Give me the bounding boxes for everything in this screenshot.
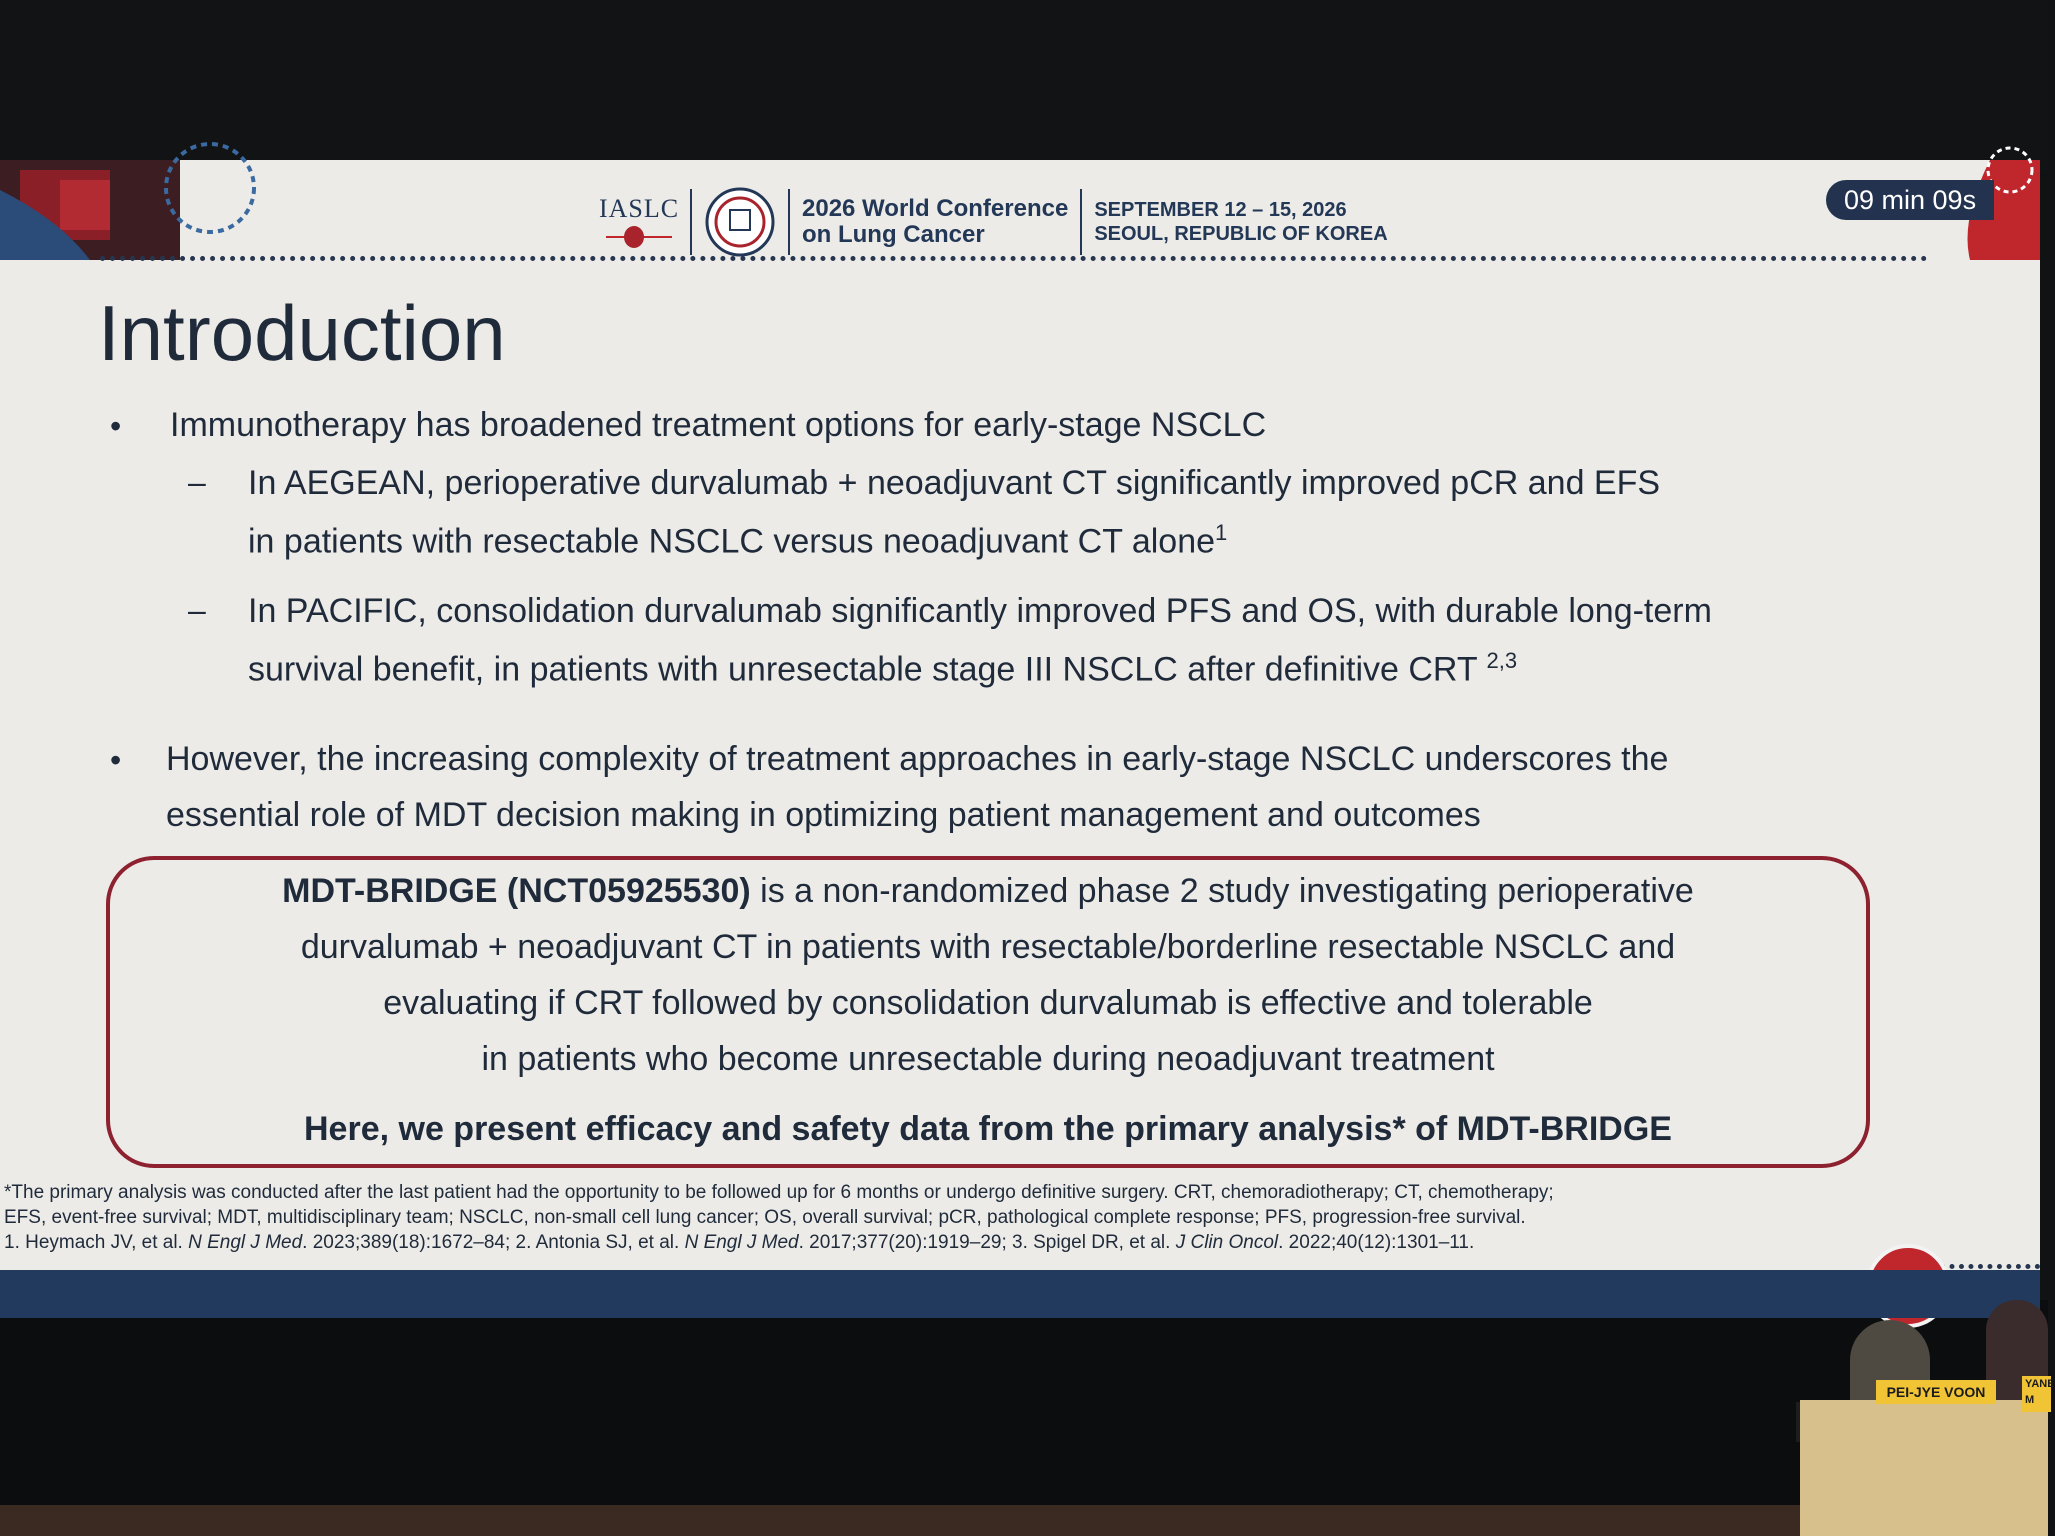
conference-dates: SEPTEMBER 12 – 15, 2026 bbox=[1094, 199, 1347, 221]
bullet-marker: • bbox=[110, 408, 122, 444]
conference-location: SEOUL, REPUBLIC OF KOREA bbox=[1094, 223, 1388, 245]
screen-bottom-band bbox=[0, 1270, 2040, 1318]
panelist-nameplate: YANE M bbox=[2022, 1376, 2051, 1412]
reference-marker: 2,3 bbox=[1486, 648, 1518, 673]
header-divider bbox=[1080, 189, 1082, 255]
reference-2-journal: N Engl J Med bbox=[684, 1232, 799, 1253]
sub-bullet-2-line1: In PACIFIC, consolidation durvalumab significantly improved PFS and OS, with durable long-term bbox=[248, 592, 1712, 630]
slide-title: Introduction bbox=[98, 289, 506, 377]
stage-area bbox=[0, 1300, 2048, 1536]
session-timer: 09 min 09s bbox=[1826, 180, 1994, 220]
room-ceiling bbox=[0, 0, 2048, 170]
reference-1-authors: 1. Heymach JV, et al. bbox=[4, 1232, 189, 1253]
bullet-1: Immunotherapy has broadened treatment options for early-stage NSCLC bbox=[170, 406, 1267, 444]
conference-header bbox=[600, 184, 1388, 260]
bullet-2-line2: essential role of MDT decision making in optimizing patient management and outcomes bbox=[166, 796, 1481, 834]
box-line-2: durvalumab + neoadjuvant CT in patients with resectable/borderline resectable NSCLC and bbox=[300, 928, 1676, 966]
study-name: MDT-BRIDGE (NCT05925530) bbox=[282, 872, 751, 910]
box-line-1-rest: is a non-randomized phase 2 study investigating perioperative bbox=[750, 872, 1694, 910]
iaslc-logo bbox=[600, 194, 678, 250]
conference-name-line1: 2026 World Conference bbox=[802, 195, 1069, 222]
projection-screen bbox=[0, 160, 2040, 1280]
references-line bbox=[4, 1232, 1474, 1254]
reference-3-authors: . 2017;377(20):1919–29; 3. Spigel DR, et al. bbox=[798, 1232, 1176, 1253]
speaker-nameplate: PEI-JYE VOON bbox=[1876, 1380, 1996, 1404]
header-dotted-rule bbox=[100, 256, 1928, 261]
corner-decoration-left bbox=[0, 160, 260, 260]
lung-icon bbox=[604, 224, 674, 250]
box-line-4: in patients who become unresectable during neoadjuvant treatment bbox=[481, 1040, 1495, 1078]
podium bbox=[1800, 1400, 2048, 1536]
header-divider bbox=[788, 189, 790, 255]
reference-marker: 1 bbox=[1215, 520, 1228, 545]
box-line-1 bbox=[110, 872, 1866, 911]
sub-bullet-1-line2-text: in patients with resectable NSCLC versus neoadjuvant CT alone bbox=[248, 522, 1216, 561]
dash-marker: – bbox=[188, 464, 206, 500]
reference-2-authors: . 2023;389(18):1672–84; 2. Antonia SJ, et al. bbox=[302, 1232, 685, 1253]
iaslc-wordmark: IASLC bbox=[598, 194, 680, 223]
footer-dotted-rule bbox=[1940, 1264, 2040, 1269]
reference-1-journal: N Engl J Med bbox=[188, 1232, 303, 1253]
study-summary-box bbox=[106, 856, 1870, 1168]
conference-seal-icon bbox=[704, 186, 776, 258]
stage-floor bbox=[0, 1505, 2048, 1536]
box-conclusion: Here, we present efficacy and safety data from the primary analysis* of MDT-BRIDGE bbox=[304, 1110, 1672, 1148]
reference-3-details: . 2022;40(12):1301–11. bbox=[1278, 1232, 1475, 1253]
box-line-3: evaluating if CRT followed by consolidation durvalumab is effective and tolerable bbox=[383, 984, 1593, 1022]
sub-bullet-2-line2 bbox=[248, 648, 1517, 689]
conference-name bbox=[802, 196, 1068, 248]
sub-bullet-1-line1: In AEGEAN, perioperative durvalumab + neoadjuvant CT significantly improved pCR and EFS bbox=[248, 464, 1661, 502]
dash-marker: – bbox=[188, 592, 206, 628]
reference-3-journal: J Clin Oncol bbox=[1175, 1232, 1279, 1253]
conference-info bbox=[1094, 198, 1387, 246]
bullet-2-line1: However, the increasing complexity of treatment approaches in early-stage NSCLC underscores the bbox=[166, 740, 1669, 778]
conference-name-line2: on Lung Cancer bbox=[802, 221, 985, 248]
sub-bullet-1-line2 bbox=[248, 520, 1227, 561]
header-divider bbox=[690, 189, 692, 255]
bullet-marker: • bbox=[110, 742, 122, 778]
footnote-line-2: EFS, event-free survival; MDT, multidisciplinary team; NSCLC, non-small cell lung cancer; OS, overall survival; pCR, pathological complete response; PFS, progression-free survival. bbox=[4, 1207, 1526, 1228]
footnote-line-1: *The primary analysis was conducted after the last patient had the opportunity to be followed up for 6 months or undergo definitive surgery. CRT, chemoradiotherapy; CT, chemotherapy; bbox=[4, 1182, 1554, 1203]
sub-bullet-2-line2-text: survival benefit, in patients with unresectable stage III NSCLC after definitive CRT bbox=[248, 650, 1487, 689]
